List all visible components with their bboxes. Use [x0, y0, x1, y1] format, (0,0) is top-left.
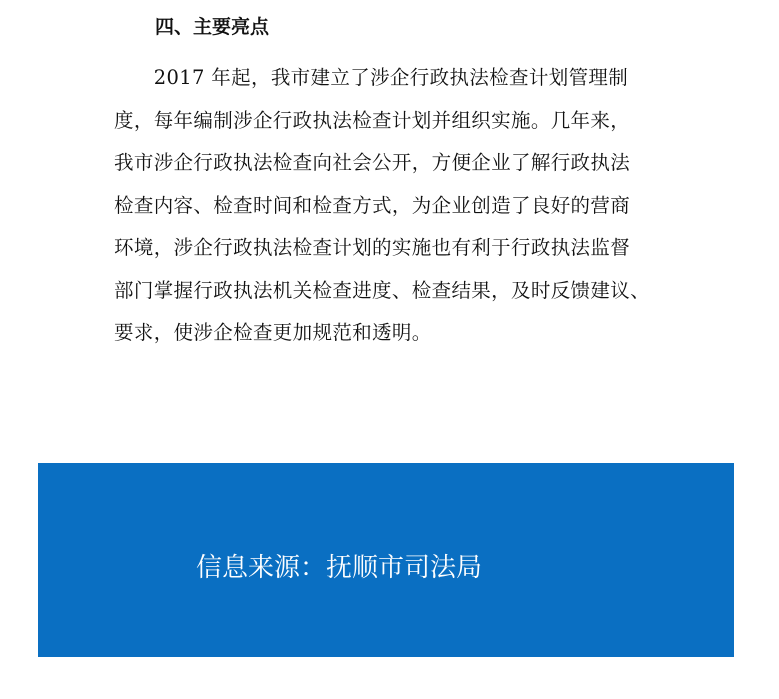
body-paragraph: [114, 57, 674, 355]
source-banner: [38, 463, 734, 657]
paragraph-line-6: 部门掌握行政执法机关检查进度、检查结果，及时反馈建议、: [114, 278, 650, 302]
paragraph-line-4: 检查内容、检查时间和检查方式，为企业创造了良好的营商: [114, 193, 631, 217]
source-text: 信息来源：抚顺市司法局: [196, 553, 483, 583]
section-heading: 四、主要亮点: [155, 16, 270, 38]
paragraph-line-1: 2017 年起，我市建立了涉企行政执法检查计划管理制: [114, 66, 629, 89]
paragraph-line-7: 要求，使涉企检查更加规范和透明。: [114, 321, 432, 344]
paragraph-line-5: 环境，涉企行政执法检查计划的实施也有利于行政执法监督: [114, 236, 631, 259]
paragraph-line-2: 度，每年编制涉企行政执法检查计划并组织实施。几年来，: [114, 108, 631, 132]
paragraph-line-3: 我市涉企行政执法检查向社会公开，方便企业了解行政执法: [114, 151, 631, 174]
